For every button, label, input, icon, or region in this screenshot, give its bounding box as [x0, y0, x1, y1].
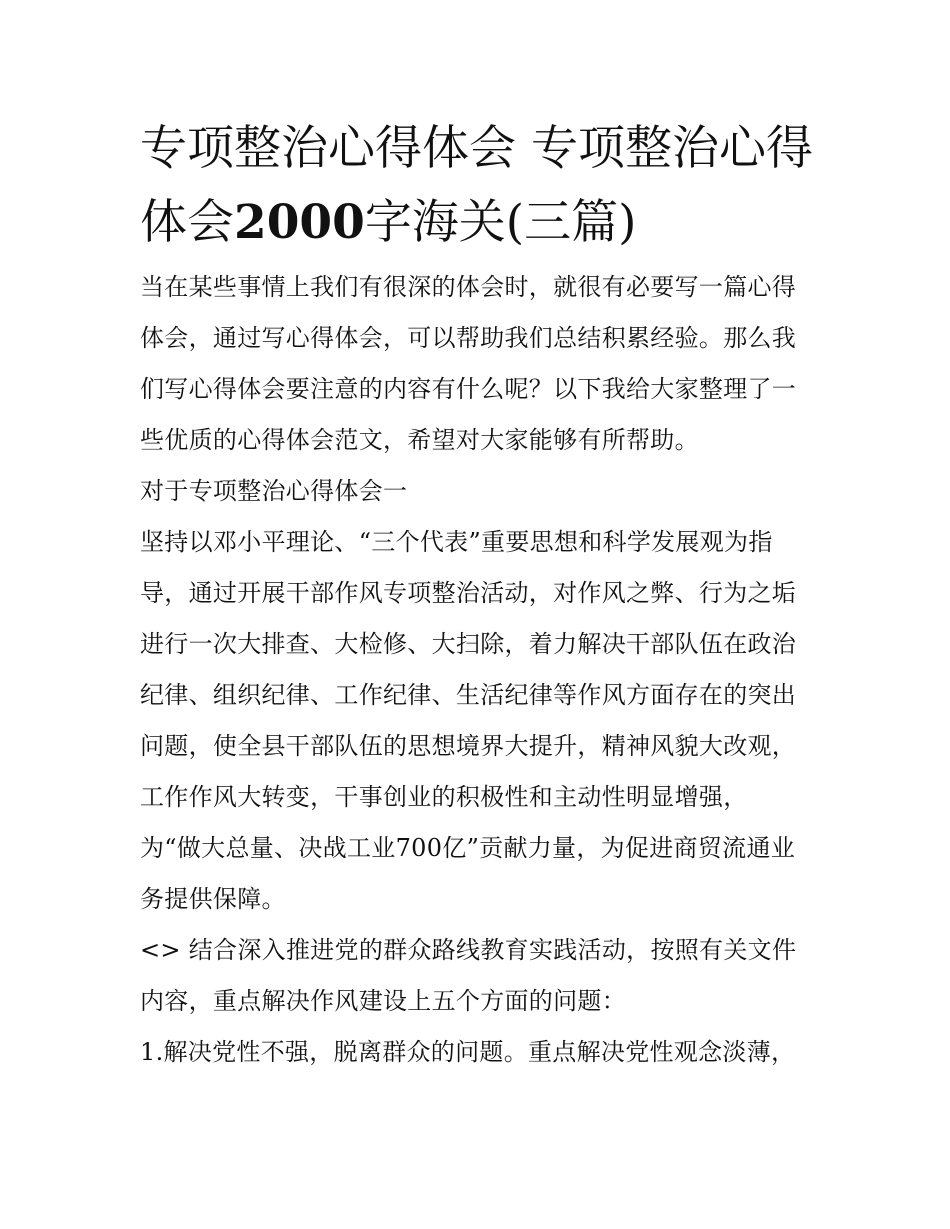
document-content [140, 112, 815, 1078]
document-body [140, 262, 815, 1078]
paragraph-item-1: 1.解决党性不强，脱离群众的问题。重点解决党性观念淡薄， [140, 1038, 796, 1066]
title-text-bold-number: 2000 [234, 195, 365, 250]
title-text-part1: 专项整治心得体会 专项整治心得体会 [140, 121, 813, 250]
paragraph-section-heading: 对于专项整治心得体会一 [140, 477, 408, 505]
paragraph-focus: <> 结合深入推进党的群众路线教育实践活动，按照有关文件内容，重点解决作风建设上五个方面的问题： [140, 936, 797, 1015]
document-title-block [140, 112, 815, 260]
paragraph-contribution: 为“做大总量、决战工业700亿”贡献力量，为促进商贸流通业务提供保障。 [140, 834, 796, 913]
paragraph-guidance: 坚持以邓小平理论、“三个代表”重要思想和科学发展观为指导，通过开展干部作风专项整治活动，对作风之弊、行为之垢进行一次大排查、大检修、大扫除，着力解决干部队伍在政治纪律、组织纪律、工作纪律、生活纪律等作风方面存在的突出问题，使全县干部队伍的思想境界大提升，精神风貌大改观，工作作风大转变，干事创业的积极性和主动性明显增强， [140, 528, 797, 811]
document-title [140, 112, 815, 260]
title-text-part2: 字海关(三篇) [364, 195, 637, 250]
paragraph-intro: 当在某些事情上我们有很深的体会时，就很有必要写一篇心得体会，通过写心得体会，可以帮助我们总结积累经验。那么我们写心得体会要注意的内容有什么呢？以下我给大家整理了一些优质的心得体会范文，希望对大家能够有所帮助。 [140, 273, 797, 454]
